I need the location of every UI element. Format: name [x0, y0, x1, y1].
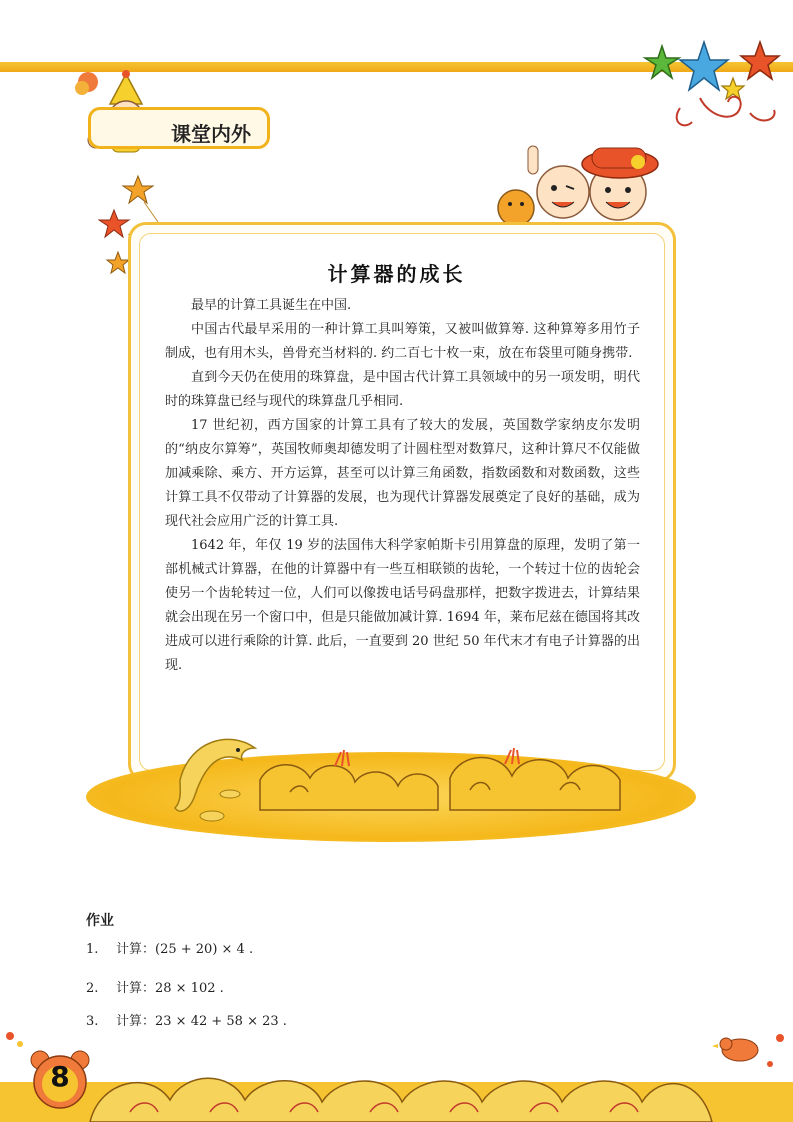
article-title: 计算器的成长 [327, 262, 466, 286]
homework-item [86, 938, 253, 957]
homework-item-number: 2. [86, 981, 99, 996]
red-star-icon [741, 42, 779, 79]
article-paragraph: 1642 年，年仅 19 岁的法国伟大科学家帕斯卡引用算盘的原理，发明了第一部机械式计算器，在他的计算器中有一些互相联锁的齿轮，一个转过十位的齿轮会使另一个齿轮转过一位，人们可以像拨电话号码盘那样，把数字拨进去，计算结果就会出现在另一个窗口中，但是只能做加减计算. 1694 年，莱布尼兹在德国将其改进成可以进行乘除的计算. 此后，一直要到 20 世纪 50 年代末才有电子计算器的出现. [165, 538, 640, 673]
kids-mascot-icon [488, 140, 668, 235]
article-paragraph: 17 世纪初，西方国家的计算工具有了较大的发展，英国数学家纳皮尔发明的“纳皮尔算筹”，英国牧师奥却德发明了计圆柱型对数算尺，这种计算尺不仅能做加减乘除、乘方、开方运算，甚至可以计算三角函数，指数函数和对数函数，这些计算工具不仅带动了计算器的发展，也为现代计算器发展奠定了良好的基础，成为现代社会应用广泛的计算工具. [165, 418, 640, 529]
homework-item-text: 计算：(25 + 20) × 4 . [116, 942, 254, 957]
stars-decoration [640, 38, 790, 133]
article-paragraph: 最早的计算工具诞生在中国. [191, 298, 352, 313]
article-body [165, 294, 640, 678]
section-badge [88, 107, 270, 149]
red-star-icon [99, 210, 129, 237]
waves-and-dolphin-icon [150, 720, 650, 830]
homework-item-number: 1. [86, 942, 99, 957]
bottom-decorative-border [0, 1030, 793, 1122]
homework-item [86, 977, 224, 996]
homework-heading: 作业 [86, 913, 114, 929]
article-paragraph: 直到今天仍在使用的珠算盘，是中国古代计算工具领域中的另一项发明，明代时的珠算盘已经与现代的珠算盘几乎相同. [165, 370, 640, 409]
orange-star-icon [123, 176, 153, 203]
section-badge-label: 课堂内外 [171, 122, 251, 146]
blue-star-icon [680, 42, 728, 90]
swirl-icon [700, 97, 741, 117]
homework-item-number: 3. [86, 1014, 99, 1029]
page-number: 8 [50, 1060, 70, 1093]
homework-item-text: 计算：23 × 42 + 58 × 23 . [116, 1014, 287, 1029]
page-number-badge [28, 1048, 92, 1112]
homework-item [86, 1010, 287, 1029]
bird-icon [712, 1038, 758, 1061]
article-paragraph: 中国古代最早采用的一种计算工具叫筹策，又被叫做算筹. 这种算筹多用竹子制成，也有用木头，兽骨充当材料的. 约二百七十枚一束，放在布袋里可随身携带. [165, 322, 640, 361]
homework-item-text: 计算：28 × 102 . [116, 981, 224, 996]
dolphin-icon [175, 739, 255, 811]
green-star-icon [645, 46, 679, 78]
